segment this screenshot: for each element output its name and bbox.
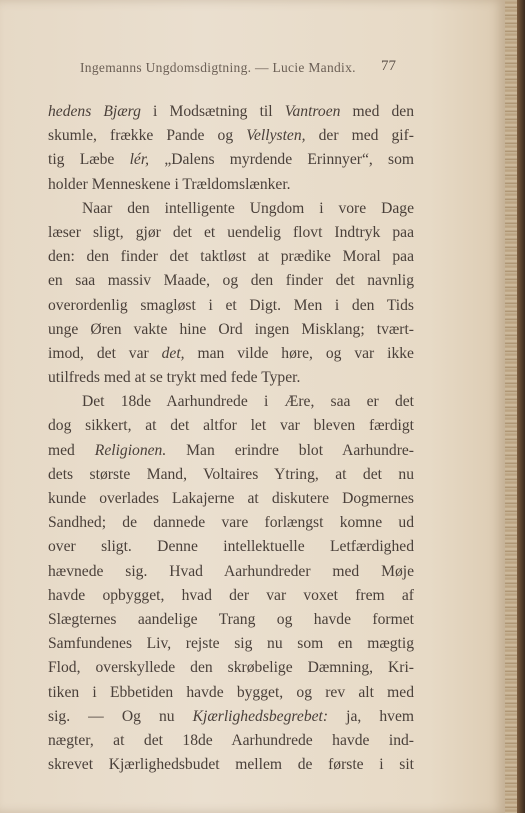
text-segment: sig. — Og nu: [48, 707, 193, 725]
text-line: [48, 318, 414, 342]
text-segment: Naar den intelligente Ungdom i vore Dage: [82, 199, 414, 217]
text-segment: skumle, frække Pande og: [48, 127, 247, 145]
text-line: [48, 197, 414, 221]
text-line: [48, 221, 414, 245]
text-line: [48, 681, 414, 705]
body-text: [48, 100, 414, 777]
italic-text: lér,: [129, 151, 150, 169]
italic-text: Vantroen: [284, 103, 341, 120]
text-line: [48, 294, 414, 318]
text-line: [48, 269, 414, 293]
text-line: [48, 463, 414, 487]
page-number: 77: [381, 58, 396, 74]
text-line: [48, 100, 414, 124]
text-line: [48, 342, 414, 366]
text-line: [48, 439, 414, 463]
text-line: [48, 511, 414, 535]
italic-text: hedens Bjærg: [48, 103, 141, 120]
text-line: [48, 173, 414, 197]
text-segment: imod, det var: [48, 344, 162, 362]
text-line: [48, 487, 414, 511]
text-segment: Man erindre blot Aarhundre-: [166, 441, 414, 459]
text-segment: holder Menneskene i Trældomslænker.: [48, 175, 291, 193]
text-segment: havde opbygget, hvad der var voxet frem af: [48, 586, 414, 604]
text-segment: dog sikkert, at det altfor let var bleven færdigt: [48, 417, 414, 435]
text-line: [48, 705, 414, 729]
text-line: [48, 632, 414, 656]
text-segment: unge Øren vakte hine Ord ingen Misklang; tvært-: [48, 320, 414, 338]
italic-text: det,: [161, 344, 185, 362]
text-segment: Flod, overskyllede den skrøbelige Dæmning, Kri-: [48, 659, 414, 677]
text-segment: kunde overlades Lakajerne at diskutere Dogmernes: [48, 490, 414, 507]
text-segment: dets største Mand, Voltaires Ytring, at det nu: [48, 465, 414, 483]
text-segment: hævnede sig. Hvad Aarhundreder med Møje: [48, 562, 414, 580]
text-segment: utilfreds med at se trykt med fede Typer.: [48, 369, 301, 387]
text-line: [48, 560, 414, 584]
text-segment: tiken i Ebbetiden havde bygget, og rev alt med: [48, 683, 414, 701]
text-line: [48, 656, 414, 680]
text-segment: der med gif-: [305, 127, 414, 145]
text-segment: ja, hvem: [328, 707, 415, 725]
text-segment: i Modsætning til: [140, 103, 285, 120]
text-line: [48, 124, 414, 148]
text-segment: nægter, at det 18de Aarhundrede havde ind-: [48, 731, 414, 749]
text-line: [48, 366, 414, 390]
text-segment: skrevet Kjærlighedsbudet mellem de første i sit: [48, 756, 414, 774]
text-segment: over sligt. Denne intellektuelle Letfærdighed: [48, 538, 414, 556]
text-line: [48, 245, 414, 269]
text-line: [48, 148, 414, 172]
text-segment: overordenlig smagløst i et Digt. Men i den Tids: [48, 296, 414, 314]
book-binding-shadow: [517, 0, 525, 813]
text-line: [48, 535, 414, 559]
text-segment: Slægternes aandelige Trang og havde formet: [48, 610, 414, 628]
text-segment: en saa massiv Maade, og den finder det navnlig: [48, 272, 414, 290]
text-line: [48, 584, 414, 608]
text-line: [48, 414, 414, 438]
text-line: [48, 753, 414, 777]
text-segment: læser sligt, gjør det et uendelig flovt Indtryk paa: [48, 223, 414, 241]
text-segment: Samfundenes Liv, rejste sig nu som en mægtig: [48, 635, 414, 653]
text-segment: tig Læbe: [48, 151, 130, 169]
text-segment: Sandhed; de dannede vare forlængst komne ud: [48, 514, 414, 532]
text-segment: man vilde høre, og var ikke: [184, 344, 414, 362]
text-segment: Det 18de Aarhundrede i Ære, saa er det: [82, 393, 414, 411]
running-header: Ingemanns Ungdomsdigtning. — Lucie Mandix.: [80, 60, 356, 75]
text-segment: med: [48, 441, 95, 459]
text-segment: den: den finder det taktløst at prædike Moral paa: [48, 248, 414, 266]
text-segment: „Dalens myrdende Erinnyer“, som: [149, 151, 414, 169]
text-segment: med den: [340, 103, 414, 120]
text-line: [48, 390, 414, 414]
italic-text: Vellysten,: [246, 127, 306, 145]
italic-text: Kjærlighedsbegrebet:: [192, 707, 329, 725]
text-line: [48, 729, 414, 753]
italic-text: Religionen.: [94, 441, 167, 459]
text-line: [48, 608, 414, 632]
